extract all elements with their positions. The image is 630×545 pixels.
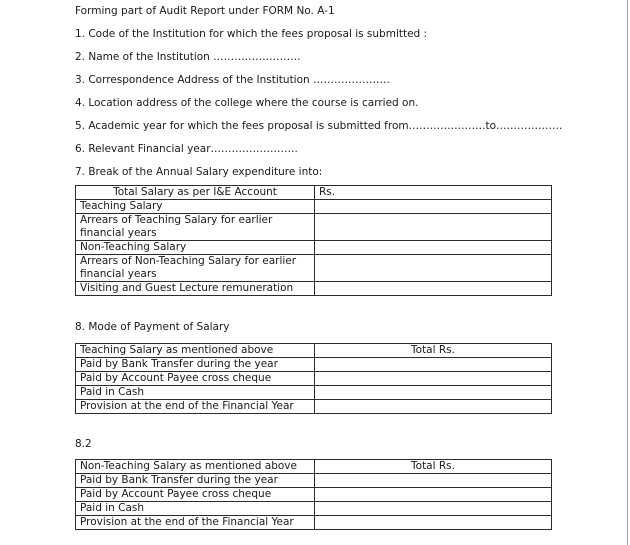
table-row — [76, 358, 552, 372]
row-value-cell — [315, 282, 552, 296]
row-value-cell — [315, 474, 552, 488]
table-row — [76, 516, 552, 530]
table-row — [76, 255, 552, 282]
table-row — [76, 474, 552, 488]
table-header-label: Teaching Salary as mentioned above — [76, 344, 315, 358]
row-label: Non-Teaching Salary — [76, 241, 315, 255]
item-institution-code: 1. Code of the Institution for which the fees proposal is submitted : — [75, 28, 428, 40]
item-salary-breakup: 7. Break of the Annual Salary expenditure into: — [75, 166, 323, 178]
row-value-cell — [315, 488, 552, 502]
table-row — [76, 200, 552, 214]
row-value-cell — [315, 386, 552, 400]
table-header-value: Total Rs. — [315, 344, 552, 358]
table-header-row — [76, 344, 552, 358]
table-row — [76, 241, 552, 255]
form-header: Forming part of Audit Report under FORM No. A-1 — [75, 5, 335, 17]
item-correspondence-address: 3. Correspondence Address of the Institution …………………. — [75, 74, 390, 86]
row-label: Visiting and Guest Lecture remuneration — [76, 282, 315, 296]
table-row — [76, 488, 552, 502]
table-row — [76, 502, 552, 516]
salary-breakup-table — [75, 185, 552, 296]
row-value-cell — [315, 516, 552, 530]
row-label: Paid in Cash — [76, 502, 315, 516]
row-value-cell — [315, 400, 552, 414]
item-academic-year: 5. Academic year for which the fees proposal is submitted from………………….to………………. — [75, 120, 563, 132]
row-value-cell — [315, 502, 552, 516]
section-8-2-heading: 8.2 — [75, 438, 92, 450]
row-label: Arrears of Non-Teaching Salary for earlier financial years — [76, 255, 315, 282]
table-header-row — [76, 186, 552, 200]
row-label: Paid by Bank Transfer during the year — [76, 358, 315, 372]
table-row — [76, 214, 552, 241]
row-label: Paid by Bank Transfer during the year — [76, 474, 315, 488]
table-row — [76, 372, 552, 386]
row-value-cell — [315, 241, 552, 255]
row-value-cell — [315, 358, 552, 372]
row-value-cell — [315, 214, 552, 241]
row-label: Teaching Salary — [76, 200, 315, 214]
table-row — [76, 400, 552, 414]
row-value-cell — [315, 255, 552, 282]
row-label: Arrears of Teaching Salary for earlier financial years — [76, 214, 315, 241]
row-label: Provision at the end of the Financial Year — [76, 516, 315, 530]
table-header-value: Rs. — [315, 186, 552, 200]
nonteaching-salary-table — [75, 459, 552, 530]
item-financial-year: 6. Relevant Financial year……………………. — [75, 143, 298, 155]
row-label: Provision at the end of the Financial Year — [76, 400, 315, 414]
table-row — [76, 282, 552, 296]
item-institution-name: 2. Name of the Institution ……………………. — [75, 51, 301, 63]
row-value-cell — [315, 200, 552, 214]
row-label: Paid in Cash — [76, 386, 315, 400]
table-row — [76, 386, 552, 400]
table-header-label: Total Salary as per I&E Account — [76, 186, 315, 200]
row-value-cell — [315, 372, 552, 386]
table-header-label: Non-Teaching Salary as mentioned above — [76, 460, 315, 474]
row-label: Paid by Account Payee cross cheque — [76, 372, 315, 386]
row-label: Paid by Account Payee cross cheque — [76, 488, 315, 502]
table-header-row — [76, 460, 552, 474]
table-header-value: Total Rs. — [315, 460, 552, 474]
mode-of-payment-heading: 8. Mode of Payment of Salary — [75, 321, 230, 333]
teaching-salary-table — [75, 343, 552, 414]
item-location-address: 4. Location address of the college where the course is carried on. — [75, 97, 419, 109]
